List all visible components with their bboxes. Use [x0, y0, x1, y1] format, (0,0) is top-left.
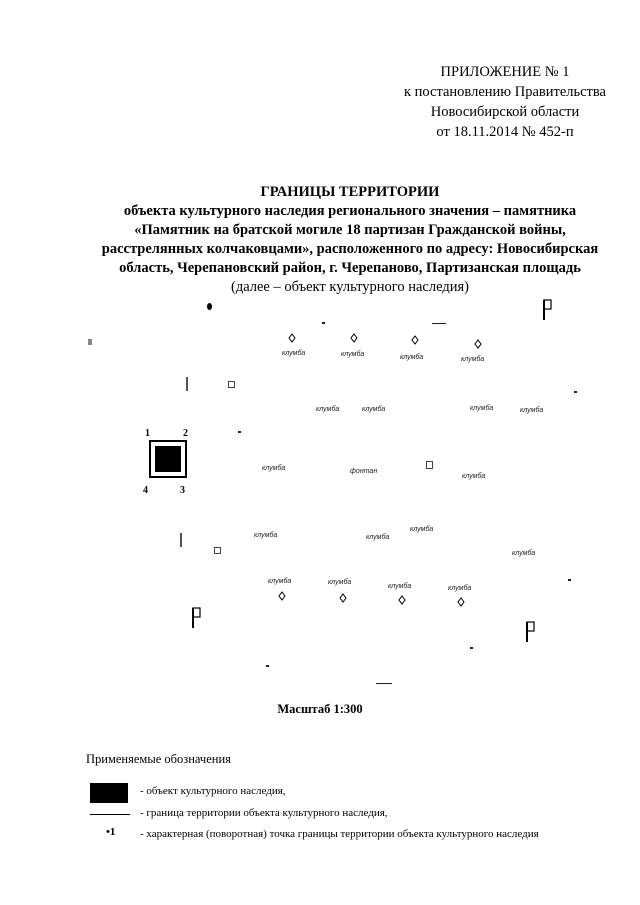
flowerbed-label: клумба — [388, 583, 412, 590]
flowerbed-label: клумба — [461, 356, 485, 363]
lamp-icon — [288, 333, 296, 343]
flowerbed-label: клумба — [470, 405, 494, 412]
flag-icon — [190, 607, 202, 629]
title-line-4: область, Черепановский район, г. Черепаново, Партизанская площадь — [119, 260, 581, 276]
legend-heritage-swatch — [90, 783, 128, 803]
legend-item-2: - граница территории объекта культурного наследия, — [140, 807, 388, 819]
flowerbed-label: клумба — [366, 534, 390, 541]
lamp-icon — [474, 339, 482, 349]
flowerbed-label: клумба — [512, 550, 536, 557]
lamp-icon — [398, 595, 406, 605]
flowerbed-label: клумба — [362, 406, 386, 413]
legend-boundary-line — [90, 814, 130, 815]
flowerbed-label: клумба — [448, 585, 472, 592]
heritage-object — [155, 446, 181, 472]
appendix-region: Новосибирской области — [430, 104, 580, 120]
flowerbed-label: клумба — [462, 473, 486, 480]
site-map — [0, 295, 640, 695]
lamp-icon — [278, 591, 286, 601]
marker-dot — [207, 303, 212, 310]
flowerbed-label: клумба — [254, 532, 278, 539]
legend-title: Применяемые обозначения — [86, 752, 231, 766]
lamp-icon — [411, 335, 419, 345]
title-line-3: расстрелянных колчаковцами», расположенного по адресу: Новосибирская — [101, 241, 599, 257]
corner-point-3: 3 — [180, 485, 185, 496]
appendix-number: ПРИЛОЖЕНИЕ № 1 — [440, 64, 570, 80]
flowerbed-label: клумба — [400, 354, 424, 361]
flag-icon — [541, 299, 553, 321]
flag-icon — [524, 621, 536, 643]
title-line-1: объекта культурного наследия регионального значения – памятника — [123, 203, 577, 219]
document-title: ГРАНИЦЫ ТЕРРИТОРИИ — [260, 184, 440, 200]
map-scale: Масштаб 1:300 — [277, 702, 363, 716]
flowerbed-label: клумба — [262, 465, 286, 472]
flowerbed-label: клумба — [328, 579, 352, 586]
corner-point-4: 4 — [143, 485, 148, 496]
lamp-icon — [339, 593, 347, 603]
fountain-label: фонтан — [350, 468, 378, 475]
flowerbed-label: клумба — [410, 526, 434, 533]
flowerbed-label: клумба — [268, 578, 292, 585]
flowerbed-label: клумба — [316, 406, 340, 413]
title-line-5: (далее – объект культурного наследия) — [230, 279, 469, 295]
title-line-2: «Памятник на братской могиле 18 партизан Гражданской войны, — [134, 222, 566, 238]
appendix-resolution: к постановлению Правительства — [404, 84, 606, 100]
lamp-icon — [350, 333, 358, 343]
legend-point-symbol: •1 — [106, 826, 116, 838]
flowerbed-label: клумба — [282, 350, 306, 357]
legend-item-3: - характерная (поворотная) точка границы территории объекта культурного наследия — [140, 828, 539, 840]
lamp-icon — [457, 597, 465, 607]
corner-point-1: 1 — [145, 428, 150, 439]
legend-item-1: - объект культурного наследия, — [140, 785, 286, 797]
flowerbed-label: клумба — [341, 351, 365, 358]
appendix-date: от 18.11.2014 № 452-п — [436, 124, 574, 140]
corner-point-2: 2 — [183, 428, 188, 439]
flowerbed-label: клумба — [520, 407, 544, 414]
